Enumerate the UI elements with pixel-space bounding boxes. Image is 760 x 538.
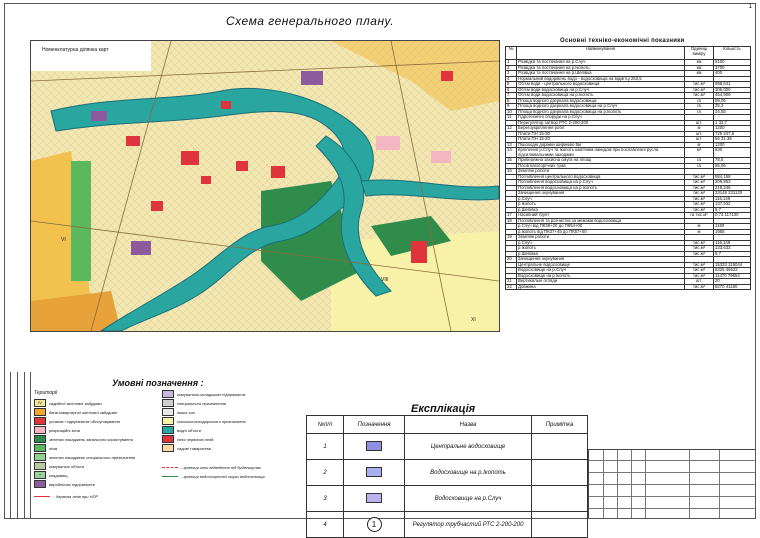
cell-unit: тис.м³ [685,196,714,202]
expl-cell-no: 3 [307,486,344,512]
cell-name: Гідротехнічні споруди на р.Случ [517,115,685,121]
tech-table-header-row [506,47,751,60]
cell-no: 5 [506,82,517,88]
explication-row [307,486,588,512]
cell-value: 1200 [714,126,751,132]
cell-name: Розвідка та постачання на р.Ікопоть [517,65,685,71]
expl-symbol [366,441,382,451]
tech-table-title: Основні техніко-економічні показники [560,38,685,44]
cell-unit: тис.м³ [685,240,714,246]
cell-unit: м³ [685,148,714,158]
cell-unit: км [685,71,714,77]
legend-label: багатоквартирної житлової забудови [49,409,117,415]
cell-value: 15333 119044 [714,262,751,268]
cell-unit: тис.м³ [685,180,714,186]
cell-value: 78,5 [714,158,751,164]
legend-label: кладовищ [49,472,68,478]
expl-header-note: Примітка [532,416,588,434]
public-building [126,136,140,146]
expl-cell-no: 4 [307,512,344,538]
expl-cell-name: Регулятор трубчастий РТС 2-200-200 [405,512,532,538]
cell-value: 5100 [714,60,751,66]
legend-swatch [34,426,46,434]
cell-value: 9,7 [714,207,751,213]
expl-header-name: Назва [405,416,532,434]
public-building [236,161,248,171]
cell-value: 116,149 [714,240,751,246]
cell-value: 34,55 [714,109,751,115]
public-building [151,201,163,211]
legend-item [162,444,211,452]
cell-unit: га [685,109,714,115]
cell-unit: тис.м³ [685,87,714,93]
title-block-stamp [588,449,755,518]
cell-value: 25,2 [714,104,751,110]
legend-line-label: - границя зони відведення під будівництво [181,465,261,470]
legend [34,390,324,515]
cell-unit: м [685,126,714,132]
general-plan-map[interactable] [30,40,500,332]
cell-name: Прибережна захисна смуга на площі [517,158,685,164]
cell-name: Об'єм води - центрального водосховища [517,82,685,88]
cell-unit: тис.м³ [685,273,714,279]
recreation-zone [431,151,451,163]
cell-no: 9 [506,104,517,110]
explication-table [306,415,588,538]
legend-item [34,408,117,416]
legend-item [162,390,245,398]
cell-name: Площа водного дзеркала водосховища [517,98,685,104]
cell-no: 21 [506,279,517,285]
cell-value: 8325 45622 [714,268,751,274]
cell-value: 11470 79654 [714,273,751,279]
legend-swatch: IV [34,399,46,407]
cell-name: Поглиблення центрального водосховища [517,174,685,180]
expl-symbol [366,493,382,503]
cell-name: Площа водного дзеркала водосховища на р.Случ [517,104,685,110]
cell-value: 998,641 [714,82,751,88]
cell-no: 19 [506,235,517,241]
legend-swatch [162,426,174,434]
expl-cell-note [532,460,588,486]
legend-line-label: - границя водоохоронної смуги водосховища [181,474,265,479]
cell-name: р.Шепівка [517,251,685,257]
cell-value: 454,909 [714,93,751,99]
cell-name: Площа водного дзеркала водосховища на р.Ікопоть [517,109,685,115]
expl-header-symbol: Позначення [344,416,405,434]
cell-no: 4 [506,76,517,82]
cell-unit: тис.м³ [685,207,714,213]
legend-line-item [162,465,261,470]
legend-label: зелених насаджень загального користування [49,436,133,442]
cell-name: р.Шепівка [517,207,685,213]
cell-value: 725 247,5 [714,131,751,137]
legend-label: установ і підприємств обслуговування [49,418,120,424]
cell-unit: тис.м³ [685,185,714,191]
cell-value: 3700 [714,65,751,71]
cell-value: 55,06 [714,163,751,169]
cell-name: Зачищення окунування [517,257,685,263]
map-corner-label: Номенклатурна ділянка карт [42,47,109,53]
cell-value: 219,245 [714,185,751,191]
cell-unit: тис.м³ [685,246,714,252]
cell-unit: тис.м³ [685,262,714,268]
cell-value: 137,532 [714,202,751,208]
cell-no: 1 [506,60,517,66]
legend-item [34,435,133,443]
cell-name: Пішоходні доріжки шириною 5м [517,142,685,148]
legend-line-label: - Червона лінія при НПР [53,494,99,499]
zone-label: VIII [381,277,389,283]
cell-no: 22 [506,284,517,290]
public-building [411,241,427,263]
cell-value: 20 [714,279,751,285]
cell-value: 33148 231120 [714,191,751,197]
legend-label: спеціального призначення [177,400,227,406]
zone-label: VI [61,237,66,243]
cell-name: Водосховище на р.Ікопоть [517,273,685,279]
legend-item [34,417,120,425]
cell-unit: га [685,98,714,104]
legend-item [162,417,246,425]
cell-unit: шт. [685,131,714,137]
cell-unit: м [685,224,714,230]
legend-item [34,390,57,396]
cell-name: Об'єм води водосховища на р.Ікопоть [517,93,685,99]
legend-label: зелених насаджень спеціального призначення [49,454,136,460]
legend-item [162,408,195,416]
cell-value: 0,73 117100 [714,213,751,219]
cell-value: 306,000 [714,87,751,93]
legend-item [162,426,201,434]
cell-unit: шт. [685,137,714,143]
tech-table-row [506,148,751,158]
explication-row [307,434,588,460]
legend-item [162,435,214,443]
side-band [17,372,24,518]
public-building [221,101,231,109]
legend-label: сільськогосподарського призначення [177,418,246,424]
cell-name: Посів багаторічних трав [517,163,685,169]
legend-swatch: + [34,471,46,479]
legend-title: Умовні позначення : [112,378,204,388]
legend-line-sample [162,467,178,468]
cell-unit: тис.м³ [685,93,714,99]
recreation-zone [376,136,400,150]
cell-unit: га тис.м³ [685,213,714,219]
cell-name: Перегулятор затвор РТС 2-200-200 [517,120,685,126]
cell-unit: га [685,163,714,169]
cell-no: 13 [506,142,517,148]
cell-no: 18 [506,218,517,224]
expl-header-no: №п/п [307,416,344,434]
legend-label: лісів [49,445,58,451]
legend-item [34,426,80,434]
expl-cell-note [532,512,588,538]
page-title: Схема генерального плану. [226,14,395,28]
cell-value: 9,7 [714,251,751,257]
cell-no: 14 [506,148,517,158]
cell-no: 7 [506,93,517,99]
side-band [24,372,31,518]
cell-name: Зачищення окунування [517,191,685,197]
legend-line-sample [34,496,50,497]
legend-swatch [162,444,174,452]
cell-unit: шт. [685,279,714,285]
legend-label: рекреаційні зони [49,427,80,433]
expl-cell-symbol [344,460,405,486]
expl-cell-symbol [344,512,405,538]
cell-value: 400 [714,71,751,77]
legend-item [34,480,95,488]
cell-name: Плити ПН 15-30 [517,131,685,137]
legend-item [34,462,84,470]
header-value: Кількість [714,47,751,60]
cell-value: 59,05 [714,98,751,104]
industrial-zone [91,111,107,121]
cell-name: Об'єм води водосховища на р.Случ [517,87,685,93]
forest-strip [71,161,91,281]
legend-line-sample [162,476,178,477]
cell-no: 8 [506,98,517,104]
cell-name: Розвідка та постачання на р.Случ [517,60,685,66]
legend-label: комунальні об'єкти [49,463,85,469]
cell-no: 20 [506,257,517,263]
public-building [201,176,211,184]
cell-unit: шт. [685,120,714,126]
cell-name: Поглиблення водосховища на р.Ікопоть [517,185,685,191]
legend-label: водні об'єкти [177,427,201,433]
cell-name: Водосховище на р.Случ [517,268,685,274]
cell-name: Земляні роботи [517,235,685,241]
zone-label: XI [471,317,476,323]
map-canvas [31,41,499,331]
cell-value: 116,149 [714,196,751,202]
cell-no: 16 [506,169,517,175]
cell-unit: тис.м³ [685,268,714,274]
expl-cell-name: Центральне водосховище [405,434,532,460]
legend-swatch [162,417,174,425]
cell-no: 12 [506,126,517,132]
cell-name: Берегоукріплення робіт [517,126,685,132]
cell-value: 1180 [714,224,751,230]
cell-value: 56 31,36 [714,137,751,143]
cell-value: 8270 41180 [714,284,751,290]
cell-unit: м [685,229,714,235]
cell-no: 11 [506,115,517,121]
tech-table-body [506,60,751,290]
cell-unit: м [685,142,714,148]
expl-cell-symbol [344,486,405,512]
legend-swatch [34,408,46,416]
legend-item [34,444,57,452]
expl-cell-no: 1 [307,434,344,460]
legend-line-item [34,494,98,499]
side-stamp-strip [4,372,31,518]
cell-value: 630 [714,148,751,158]
legend-swatch [34,453,46,461]
cell-unit: тис.м³ [685,174,714,180]
side-band [10,372,17,518]
public-building [271,166,285,178]
industrial-zone [131,241,151,255]
legend-swatch [34,444,46,452]
cell-no: 2 [506,65,517,71]
industrial-zone [301,71,323,85]
expl-cell-symbol [344,434,405,460]
cell-unit: га [685,104,714,110]
explication-header-row [307,416,588,434]
cell-value: 209,863 [714,180,751,186]
public-building [441,71,453,81]
legend-label: інших зон [177,409,195,415]
cell-name: р.Ікопоть [517,202,685,208]
explication-body [307,434,588,538]
cell-unit: га [685,158,714,164]
legend-swatch [162,408,174,416]
expl-cell-note [532,434,588,460]
legend-item [34,453,135,461]
cell-no: 15 [506,158,517,164]
expl-cell-name: Водосховище на р.Ікопоть [405,460,532,486]
cell-name: Земляні роботи [517,169,685,175]
cell-unit: тис.м³ [685,191,714,197]
cell-name: Центральне водосховище [517,262,685,268]
blank-area [31,41,151,71]
legend-line-item [162,474,265,479]
expl-cell-name: Водосховище на р.Случ [405,486,532,512]
explication-row [307,460,588,486]
cell-unit: тис.м³ [685,284,714,290]
legend-label: садибної житлової забудови [49,400,102,406]
explication-row [307,512,588,538]
legend-label: Території [34,390,58,396]
cell-unit: км [685,60,714,66]
cell-no: 6 [506,87,517,93]
cell-value: 1955 [714,229,751,235]
cell-value: 1 32,7 [714,120,751,126]
cell-name: р.Ікопоть від ПК37+45 до ПК57+00 [517,229,685,235]
expl-symbol: 1 [367,517,382,532]
cell-name: Поглиблення та розчистка за межами водосховища [517,218,685,224]
legend-item [34,471,68,479]
cell-no: 3 [506,71,517,77]
header-no: № [506,47,517,60]
cell-name: Довжина [517,284,685,290]
cell-name: Плити ПН 15-20 [517,137,685,143]
cell-name: р.Случ від ПК39+20 до ПК54+00 [517,224,685,230]
tech-table-row [506,284,751,290]
cell-unit: тис.м³ [685,82,714,88]
legend-label: виробничих підприємств [49,481,95,487]
cell-unit: тис.м³ [685,251,714,257]
legend-swatch [34,435,46,443]
cell-name: Насипний ґрунт [517,213,685,219]
legend-swatch [34,462,46,470]
legend-item [162,399,226,407]
public-building [181,151,199,165]
cell-name: Вертикальні огляди [517,279,685,285]
cell-name: р.Случ [517,196,685,202]
cell-value: 133,633 [714,246,751,252]
cell-unit: км [685,65,714,71]
expl-cell-note [532,486,588,512]
expl-cell-no: 2 [307,460,344,486]
legend-swatch [162,435,174,443]
cell-name: Кріплення р.Случ та Ікопоть кам'яним накидом при послабленні русла підсилювальними заходами [517,148,685,158]
legend-swatch [34,417,46,425]
cell-value: 1200 [714,142,751,148]
header-name: Найменування [517,47,685,60]
legend-label: комунально-складських підприємств [177,391,246,397]
legend-swatch [34,480,46,488]
tech-indicators-table [505,46,751,290]
legend-label: садові товариства [177,445,211,451]
expl-symbol [366,467,382,477]
explication-title: Експлікація [411,403,476,415]
cell-name: Поглиблення водосховища на р.Случ [517,180,685,186]
legend-swatch [162,390,174,398]
cell-name: р.Ікопоть [517,246,685,252]
cell-name: Нормальний водорівень водо - водосховища на відмітці 263,5 [517,76,685,82]
cell-no: 17 [506,213,517,219]
header-unit: Одиниці виміру [685,47,714,60]
cell-name: Розвідка та постачання на р.Шепівка [517,71,685,77]
legend-label: лінія червоних ліній [177,436,214,442]
legend-swatch [162,399,174,407]
legend-item [34,399,102,407]
cell-name: р.Случ [517,240,685,246]
cell-unit: тис.м³ [685,202,714,208]
cell-value: 584,158 [714,174,751,180]
cell-no: 10 [506,109,517,115]
page-number: 1 [748,4,752,10]
